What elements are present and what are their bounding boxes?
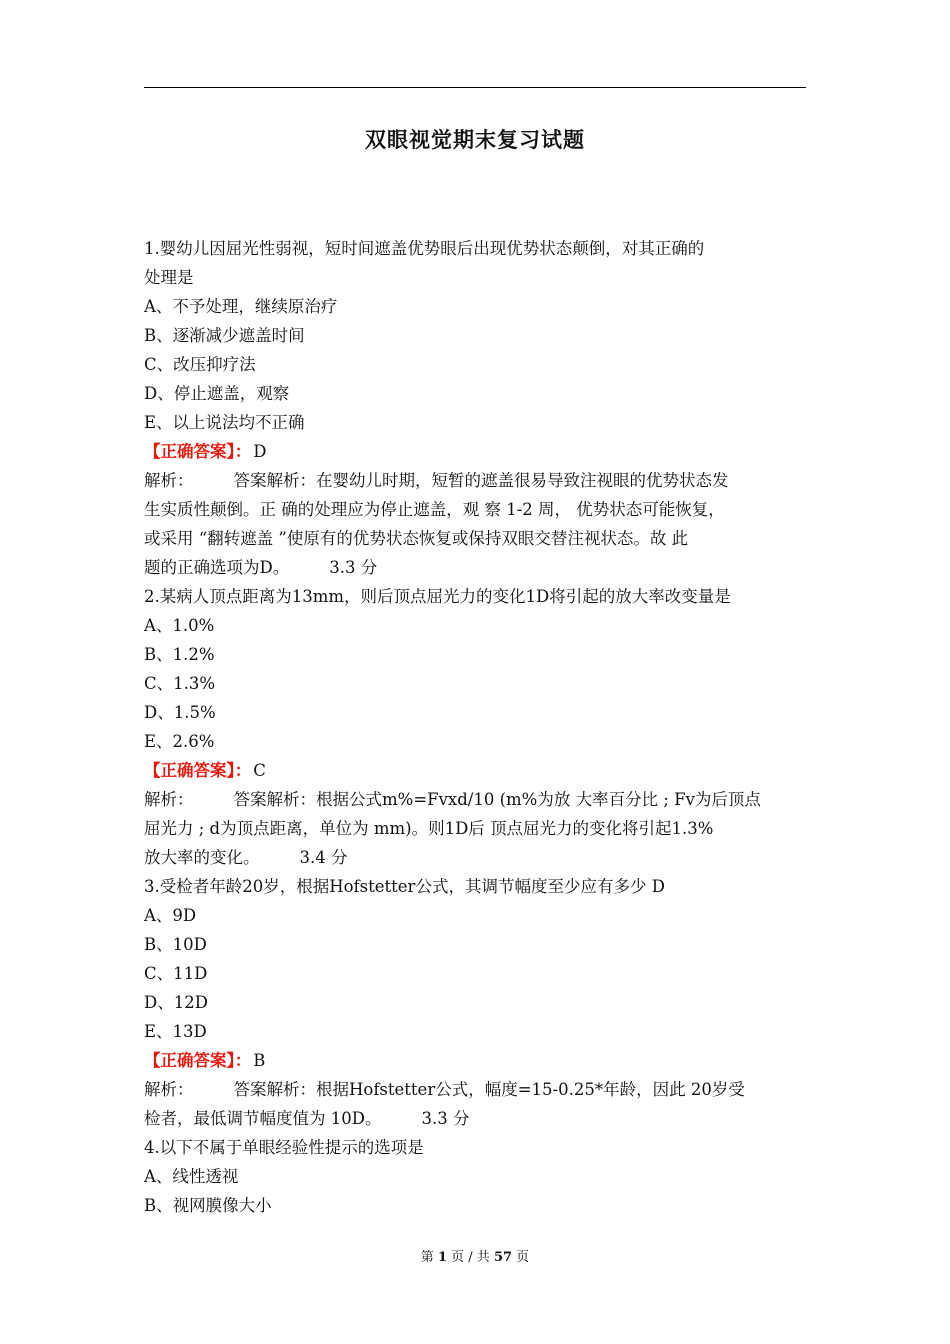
answer-label: 【正确答案】：	[144, 442, 252, 461]
footer-text: 页	[516, 1250, 530, 1265]
analysis-line	[144, 843, 808, 872]
analysis-line	[144, 1075, 808, 1104]
option: D、12D	[144, 993, 208, 1012]
answer-label: 【正确答案】：	[144, 1051, 252, 1070]
question-stem: 2.某病人顶点距离为13mm，则后顶点屈光力的变化1D将引起的放大率改变量是	[144, 587, 731, 606]
answer-value: C	[253, 761, 266, 780]
option: B、1.2%	[144, 645, 215, 664]
page-title: 双眼视觉期末复习试题	[365, 127, 585, 152]
page-footer	[0, 1246, 950, 1265]
question-1	[144, 234, 808, 582]
analysis-text: 题的正确选项为D。	[144, 558, 290, 577]
analysis-line: 生实质性颠倒。正 确的处理应为停止遮盖，观 察 1-2 周， 优势状态可能恢复，	[144, 500, 725, 519]
option: B、逐渐减少遮盖时间	[144, 326, 305, 345]
page-number: 1	[437, 1250, 447, 1265]
analysis-text: 检者，最低调节幅度值为 10D。	[144, 1109, 382, 1128]
option: E、以上说法均不正确	[144, 413, 305, 432]
analysis-line	[144, 785, 808, 814]
analysis-label: 解析：	[144, 790, 194, 809]
question-stem: 4.以下不属于单眼经验性提示的选项是	[144, 1138, 424, 1157]
analysis-label: 解析：	[144, 1080, 194, 1099]
option: E、13D	[144, 1022, 207, 1041]
analysis-line: 屈光力 ; d为顶点距离，单位为 mm)。则1D后 顶点屈光力的变化将引起1.3%	[144, 819, 714, 838]
analysis-text: 放大率的变化。	[144, 848, 260, 867]
answer-label: 【正确答案】：	[144, 761, 252, 780]
option: A、9D	[144, 906, 197, 925]
analysis-line	[144, 553, 808, 582]
page-total: 57	[493, 1250, 513, 1265]
question-stem: 处理是	[144, 268, 194, 287]
answer-row	[144, 1046, 808, 1075]
analysis-line	[144, 466, 808, 495]
answer-value: D	[253, 442, 267, 461]
score: 3.4 分	[299, 848, 348, 867]
option: A、线性透视	[144, 1167, 239, 1186]
document-body	[144, 234, 808, 1220]
score: 3.3 分	[421, 1109, 470, 1128]
question-stem: 3.受检者年龄20岁，根据Hofstetter公式，其调节幅度至少应有多少 D	[144, 877, 665, 896]
score: 3.3 分	[329, 558, 378, 577]
footer-text: 第	[420, 1250, 434, 1265]
option: C、改压抑疗法	[144, 355, 256, 374]
answer-row	[144, 437, 808, 466]
option: D、停止遮盖，观察	[144, 384, 290, 403]
option: E、2.6%	[144, 732, 215, 751]
analysis-label: 解析：	[144, 471, 194, 490]
option: C、1.3%	[144, 674, 216, 693]
option: A、不予处理，继续原治疗	[144, 297, 338, 316]
analysis-text: 答案解析：在婴幼儿时期，短暂的遮盖很易导致注视眼的优势状态发	[233, 471, 729, 490]
question-3	[144, 872, 808, 1133]
question-stem: 1.婴幼儿因屈光性弱视，短时间遮盖优势眼后出现优势状态颠倒，对其正确的	[144, 239, 705, 258]
analysis-line	[144, 1104, 808, 1133]
question-4	[144, 1133, 808, 1220]
footer-text: 页 / 共	[451, 1250, 490, 1265]
answer-row	[144, 756, 808, 785]
analysis-text: 答案解析：根据Hofstetter公式，幅度=15-0.25*年龄，因此 20岁受	[233, 1080, 745, 1099]
option: B、10D	[144, 935, 207, 954]
option: B、视网膜像大小	[144, 1196, 272, 1215]
option: D、1.5%	[144, 703, 216, 722]
analysis-line: 或采用 “翻转遮盖 ”使原有的优势状态恢复或保持双眼交替注视状态。故 此	[144, 529, 689, 548]
answer-value: B	[253, 1051, 266, 1070]
option: C、11D	[144, 964, 208, 983]
question-2	[144, 582, 808, 872]
analysis-text: 答案解析：根据公式m%=Fvxd/10 (m%为放 大率百分比 ; Fv为后顶点	[233, 790, 761, 809]
option: A、1.0%	[144, 616, 215, 635]
header-rule	[144, 87, 806, 88]
